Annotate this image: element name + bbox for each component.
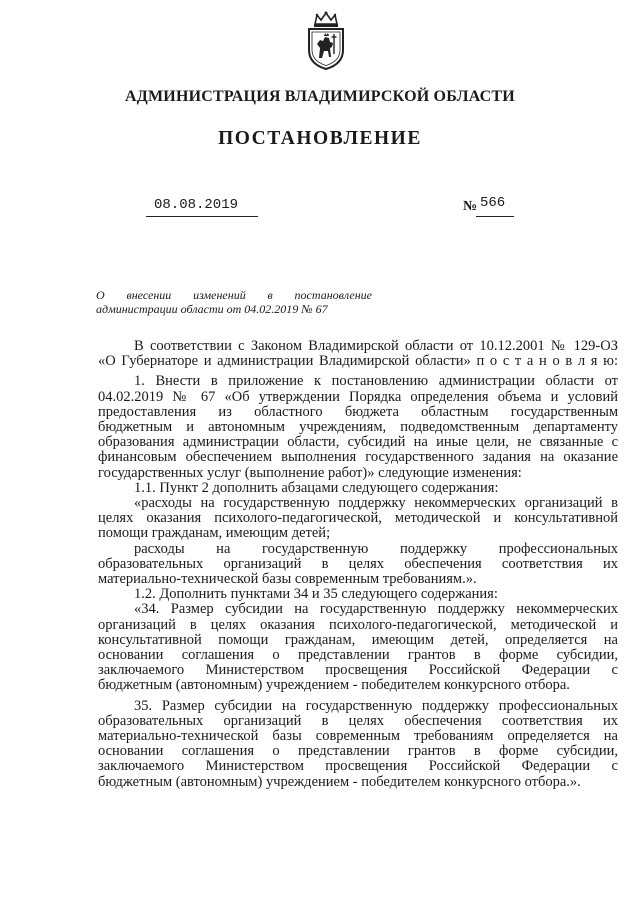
body-line: основании соглашения о представлении грантов в форме субсидии, xyxy=(98,647,618,664)
number-underline xyxy=(476,216,514,217)
body-line: 1. Внести в приложение к постановлению администрации области от xyxy=(134,373,618,390)
body-line: бюджетным (автономным) учреждением - победителем конкурсного отбора. xyxy=(98,677,570,694)
body-line: государственных услуг (выполнение работ)» следующие изменения: xyxy=(98,464,522,481)
body-line: целях оказания психолого-педагогической, методической и консультативной xyxy=(98,510,618,527)
body-line: предоставления из областного бюджета областным государственным xyxy=(98,403,618,420)
coat-of-arms-icon xyxy=(303,10,349,72)
body-line: 1.1. Пункт 2 дополнить абзацами следующего содержания: xyxy=(134,479,499,496)
body-line: основании соглашения о представлении грантов в форме субсидии, xyxy=(98,743,618,760)
body-line: образовательных организаций в целях обеспечения соответствия их xyxy=(98,555,618,572)
document-number: 566 xyxy=(480,195,506,211)
body-line: помощи гражданам, имеющим детей; xyxy=(98,525,331,542)
subject-line: О внесении изменений в постановление xyxy=(96,288,372,302)
body-line: расходы на государственную поддержку профессиональных xyxy=(134,540,618,557)
document-body xyxy=(98,339,618,790)
body-line: материально-технической базы современным требованиям определяется на xyxy=(98,728,618,745)
body-line: образования администрации области, субсидий на иные цели, не связанные с xyxy=(98,434,618,451)
body-line: «О Губернаторе и администрации Владимирской области» п о с т а н о в л я ю: xyxy=(98,353,618,370)
body-line: 1.2. Дополнить пунктами 34 и 35 следующего содержания: xyxy=(134,586,498,603)
body-line: образовательных организаций в целях обеспечения соответствия их xyxy=(98,712,618,729)
subject-line: администрации области от 04.02.2019 № 67 xyxy=(96,302,328,316)
body-line: заключаемого Министерством просвещения Российской Федерации с xyxy=(98,758,618,775)
body-line: 35. Размер субсидии на государственную поддержку профессиональных xyxy=(134,697,618,714)
document-subject xyxy=(96,288,372,316)
body-line: бюджетным (автономным) учреждением - победителем конкурсного отбора.». xyxy=(98,773,581,790)
body-line: материально-технической базы современным требованиям.». xyxy=(98,571,477,588)
body-line: заключаемого Министерством просвещения Российской Федерации с xyxy=(98,662,618,679)
number-sign: № xyxy=(463,199,478,214)
body-line: 04.02.2019 № 67 «Об утверждении Порядка определения объема и условий xyxy=(98,388,618,405)
body-line: «расходы на государственную поддержку некоммерческих организаций в xyxy=(134,495,618,512)
document-date: 08.08.2019 xyxy=(154,197,239,213)
document-type: ПОСТАНОВЛЕНИЕ xyxy=(218,128,422,149)
organization-name: АДМИНИСТРАЦИЯ ВЛАДИМИРСКОЙ ОБЛАСТИ xyxy=(125,88,515,105)
body-line: консультативной помощи гражданам, имеющим детей, определяется на xyxy=(98,631,618,648)
body-line: В соответствии с Законом Владимирской области от 10.12.2001 № 129-ОЗ xyxy=(134,338,618,354)
body-line: «34. Размер субсидии на государственную поддержку некоммерческих xyxy=(134,601,618,618)
date-underline xyxy=(146,216,258,217)
body-line: финансовым обеспечением выполнения государственного задания на оказание xyxy=(98,449,618,466)
body-line: организаций в целях оказания психолого-педагогической, методической и xyxy=(98,616,618,633)
body-line: бюджетным и автономным учреждениям, подведомственным департаменту xyxy=(98,419,618,436)
